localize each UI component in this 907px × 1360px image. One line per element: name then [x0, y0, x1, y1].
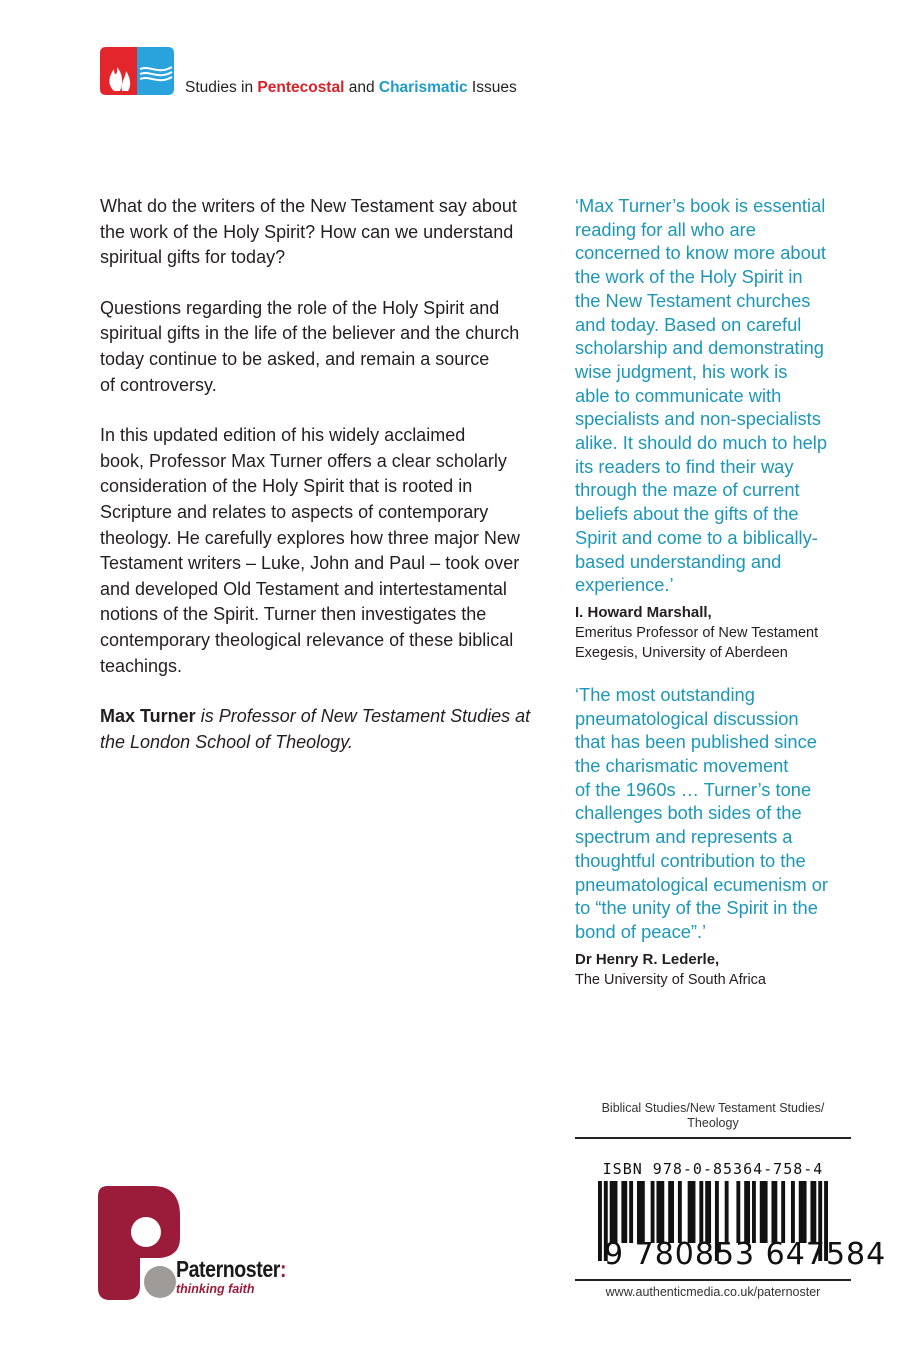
endorsements: [575, 194, 845, 990]
publisher-name-text: Paternoster: [176, 1256, 280, 1282]
text-line: The University of South Africa: [575, 971, 766, 988]
author-bio-text: the London School of Theology.: [100, 731, 353, 752]
paternoster-logo-icon: [98, 1186, 188, 1300]
endorsement: [575, 194, 845, 663]
text-line: of the 1960s … Turner’s tone: [575, 778, 812, 800]
ean-number: 9 780853 647584: [604, 1237, 887, 1272]
barcode-bar: [668, 1181, 674, 1243]
publisher-colon: :: [279, 1256, 287, 1282]
series-charismatic: Charismatic: [378, 79, 468, 96]
blurb-paragraph: [100, 423, 540, 679]
series-middle: and: [344, 79, 379, 96]
text-line: Theology: [687, 1116, 739, 1130]
text-line: spectrum and represents a: [575, 826, 793, 848]
author-bio: [100, 704, 540, 755]
text-line: the charismatic movement: [575, 755, 789, 777]
text-line: alike. It should do much to help: [575, 432, 828, 454]
text-line: concerned to know more about: [575, 242, 827, 264]
endorser-role: [575, 970, 845, 990]
endorsement-quote: [575, 194, 845, 597]
barcode-bar: [752, 1181, 756, 1243]
series-pentecostal: Pentecostal: [257, 79, 345, 96]
text-line: book, Professor Max Turner offers a clear scholarly: [100, 450, 507, 471]
text-line: teachings.: [100, 655, 183, 676]
text-line: wise judgment, his work is: [575, 360, 788, 382]
blurb: [100, 194, 540, 780]
blurb-paragraph: [100, 296, 540, 398]
text-line: reading for all who are: [575, 218, 756, 240]
divider: [575, 1137, 851, 1139]
text-line: the work of the Holy Spirit in: [575, 266, 803, 288]
barcode-bar: [651, 1181, 655, 1243]
text-line: In this updated edition of his widely acclaimed: [100, 425, 466, 446]
text-line: to “the unity of the Spirit in the: [575, 897, 818, 919]
text-line: Emeritus Professor of New Testament: [575, 624, 819, 641]
barcode-bar: [656, 1181, 664, 1243]
publisher-name: [176, 1256, 286, 1283]
text-line: consideration of the Holy Spirit that is rooted in: [100, 476, 473, 497]
text-line: and today. Based on careful: [575, 313, 802, 335]
text-line: ‘Max Turner’s book is essential: [575, 195, 826, 216]
text-line: bond of peace”.’: [575, 920, 707, 942]
category: [575, 1101, 851, 1131]
text-line: spiritual gifts in the life of the believer and the church: [100, 323, 520, 344]
barcode-bar: [637, 1181, 645, 1243]
barcode-bar: [799, 1181, 807, 1243]
barcode-bar: [771, 1181, 777, 1243]
text-line: based understanding and: [575, 550, 782, 572]
text-line: spiritual gifts for today?: [100, 247, 286, 268]
series-suffix: Issues: [467, 79, 517, 96]
text-line: the work of the Holy Spirit? How can we understand: [100, 221, 514, 242]
text-line: through the maze of current: [575, 479, 800, 501]
series-prefix: Studies in: [185, 79, 258, 96]
endorsement-quote: [575, 683, 845, 944]
text-line: its readers to find their way: [575, 455, 794, 477]
text-line: the New Testament churches: [575, 289, 811, 311]
barcode-bar: [621, 1181, 627, 1243]
barcode-bar: [678, 1181, 682, 1243]
barcode-bar: [810, 1181, 816, 1243]
text-line: challenges both sides of the: [575, 802, 802, 824]
text-line: ‘The most outstanding: [575, 683, 755, 705]
divider: [575, 1279, 851, 1281]
publisher-tagline: thinking faith: [176, 1282, 255, 1296]
text-line: that has been published since: [575, 731, 817, 753]
barcode-bar: [744, 1181, 750, 1243]
text-line: notions of the Spirit. Turner then investigates the: [100, 604, 487, 625]
text-line: theology. He carefully explores how three major New: [100, 527, 520, 548]
text-line: specialists and non-specialists: [575, 408, 821, 430]
author-bio-text: is Professor of New Testament Studies at: [195, 706, 531, 727]
barcode-bar: [688, 1181, 696, 1243]
barcode-bar: [725, 1181, 729, 1243]
barcode-bar: [736, 1181, 740, 1243]
text-line: and developed Old Testament and intertestamental: [100, 578, 507, 599]
author-bio-line: [100, 704, 540, 730]
text-line: today continue to be asked, and remain a source: [100, 348, 490, 369]
author-bio-line: [100, 730, 540, 756]
text-line: Scripture and relates to aspects of contemporary: [100, 501, 489, 522]
barcode-bar: [629, 1181, 633, 1243]
text-line: beliefs about the gifts of the: [575, 503, 799, 525]
text-line: pneumatological discussion: [575, 707, 799, 729]
series-title: [185, 79, 517, 97]
text-line: scholarship and demonstrating: [575, 337, 824, 359]
text-line: experience.’: [575, 574, 674, 596]
barcode-bar: [598, 1181, 602, 1261]
text-line: Biblical Studies/New Testament Studies/: [601, 1101, 825, 1115]
endorsement: [575, 683, 845, 990]
barcode-bar: [705, 1181, 711, 1243]
isbn: ISBN 978-0-85364-758-4: [602, 1160, 824, 1178]
text-line: of controversy.: [100, 374, 217, 395]
endorser-name: Dr Henry R. Lederle,: [575, 950, 720, 968]
series-logo-icon: [100, 47, 174, 95]
barcode-bar: [699, 1181, 703, 1243]
barcode-bar: [791, 1181, 795, 1243]
text-line: Spirit and come to a biblically-: [575, 526, 818, 548]
text-line: thoughtful contribution to the: [575, 849, 806, 871]
blurb-paragraph: [100, 194, 540, 271]
barcode-bar: [610, 1181, 618, 1243]
text-line: What do the writers of the New Testament say about: [100, 196, 517, 216]
text-line: contemporary theological relevance of these biblical: [100, 629, 514, 650]
barcode-bar: [781, 1181, 785, 1243]
text-line: Testament writers – Luke, John and Paul – took over: [100, 553, 520, 574]
text-line: Exegesis, University of Aberdeen: [575, 644, 788, 661]
author-name: Max Turner: [100, 706, 196, 727]
text-line: Questions regarding the role of the Holy Spirit and: [100, 297, 500, 318]
website-url: www.authenticmedia.co.uk/paternoster: [605, 1285, 821, 1299]
barcode-bar: [760, 1181, 768, 1243]
endorser-name: I. Howard Marshall,: [575, 603, 712, 621]
text-line: able to communicate with: [575, 384, 782, 406]
endorser-role: [575, 623, 845, 663]
text-line: pneumatological ecumenism or: [575, 873, 829, 895]
